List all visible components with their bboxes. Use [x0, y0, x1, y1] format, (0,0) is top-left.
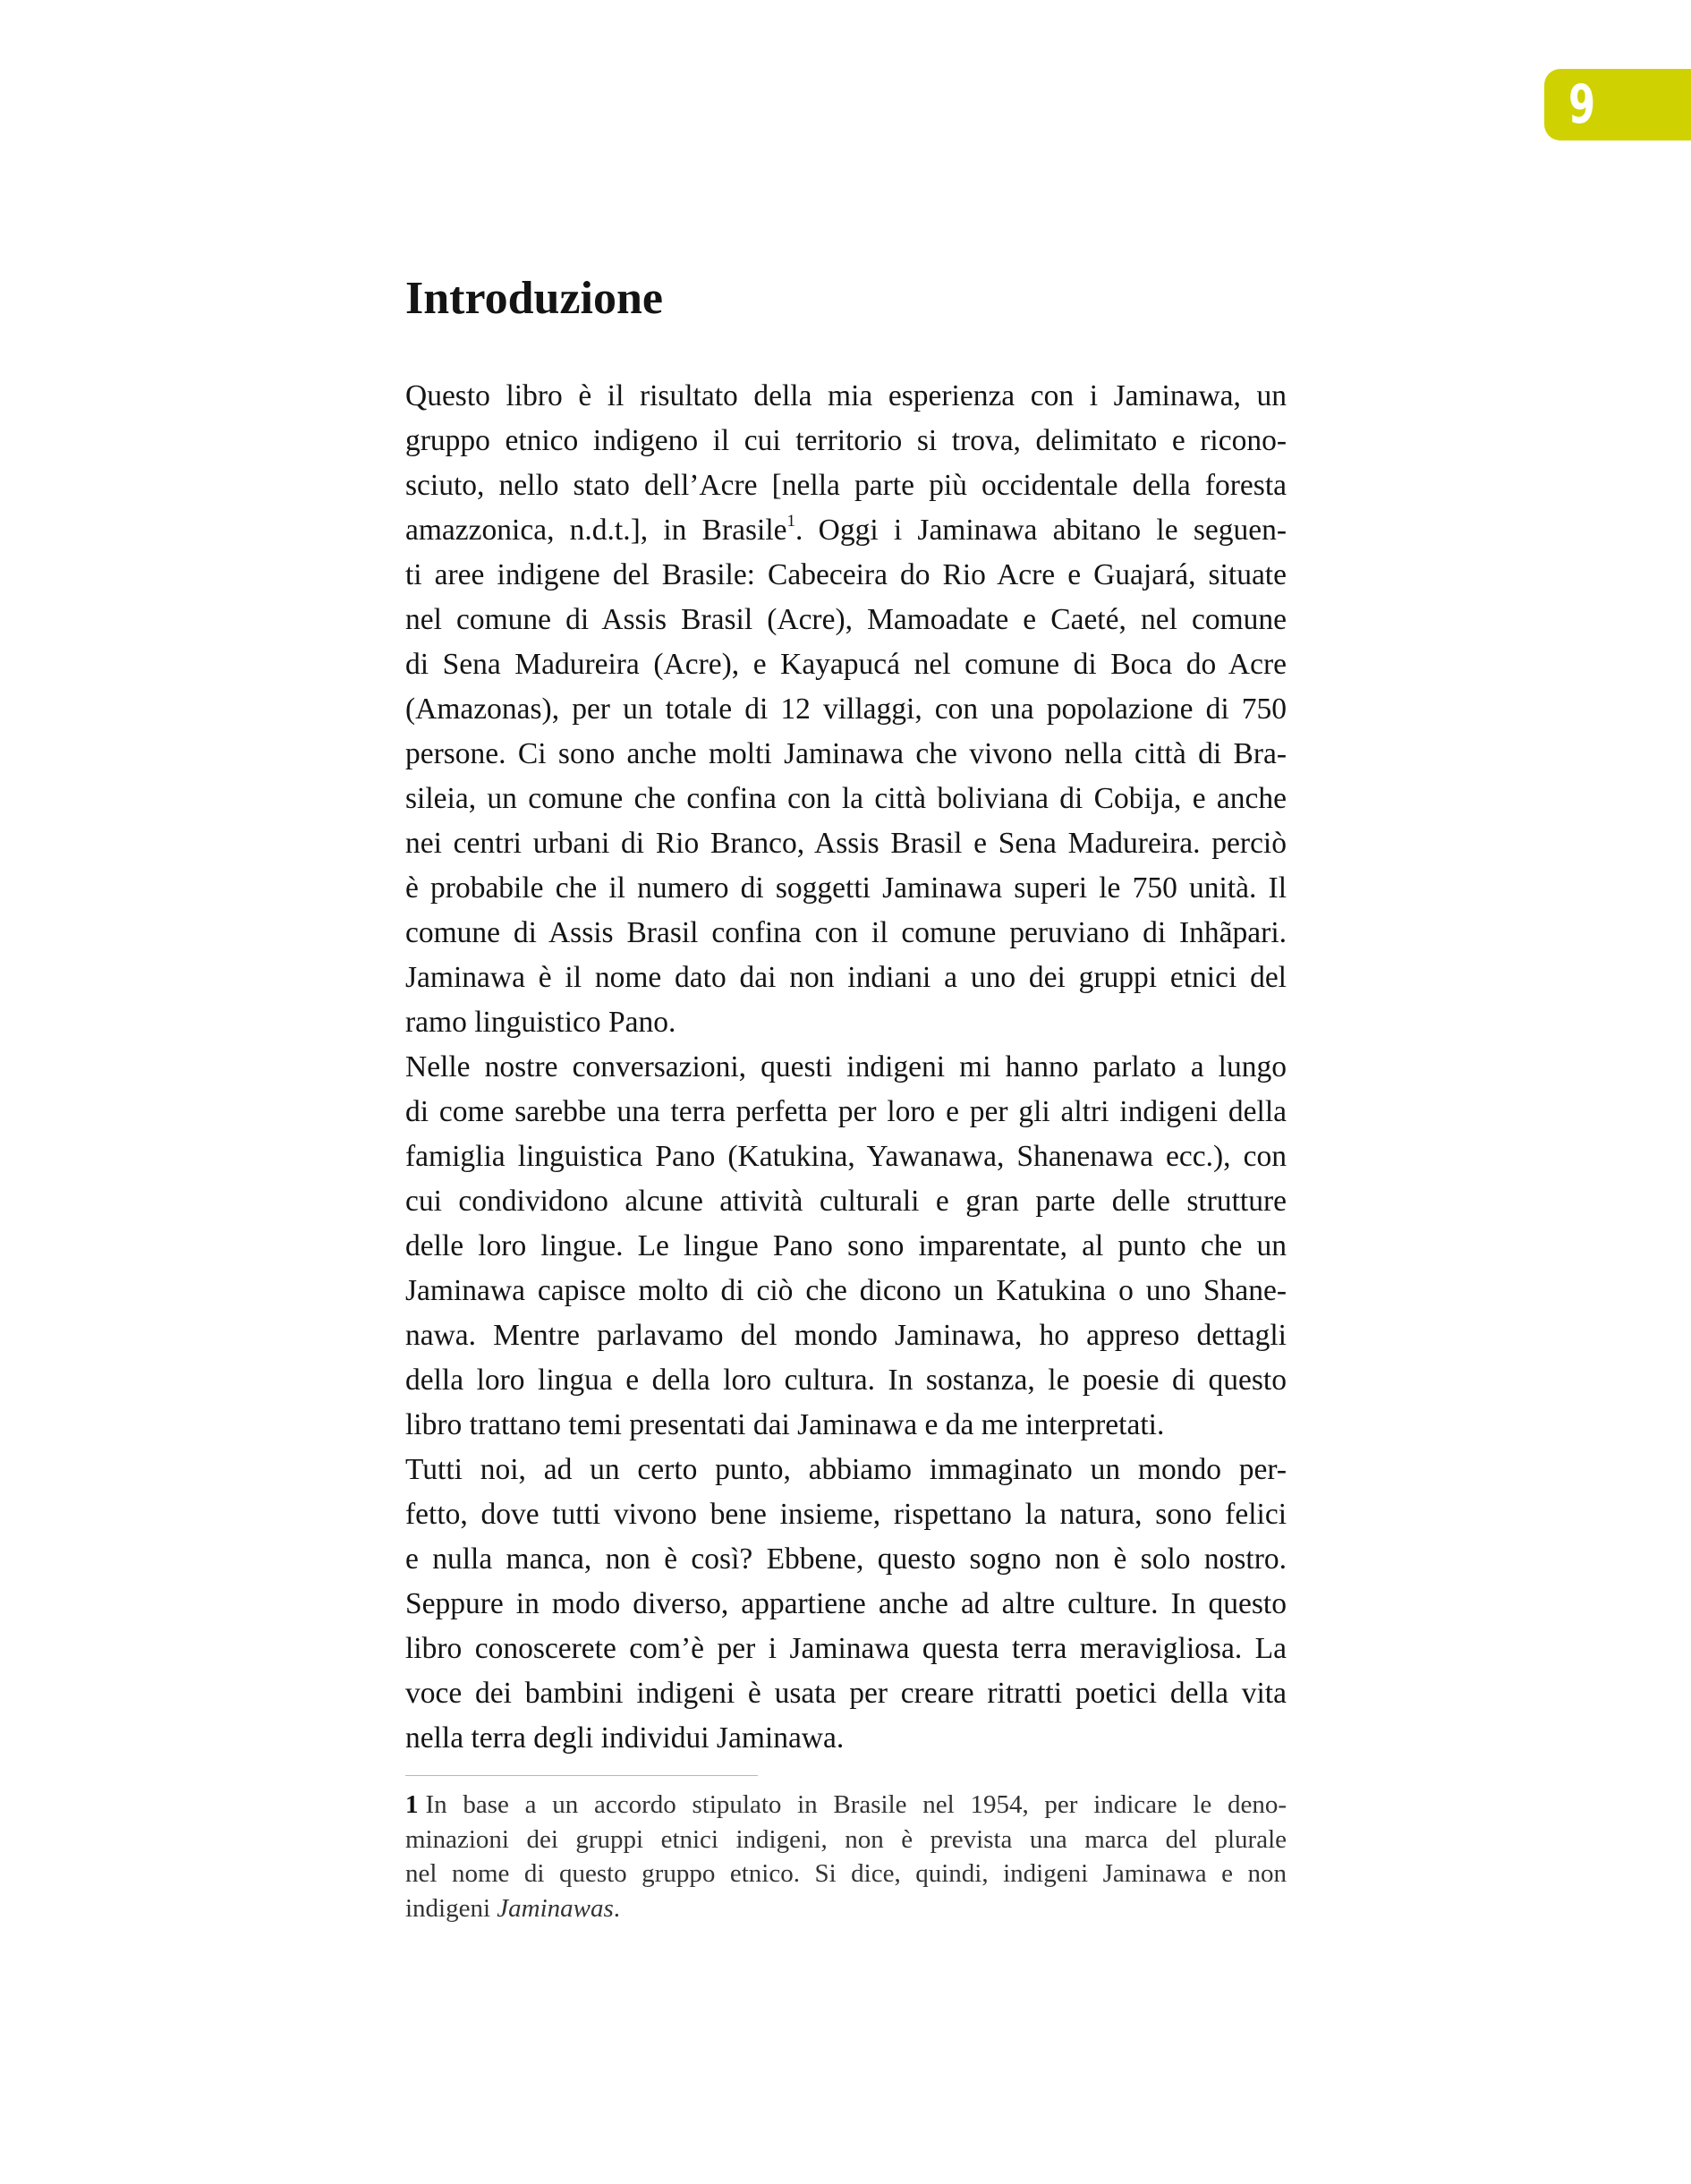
footnote-line: nel nome di questo gruppo etnico. Si dice, quindi, indigeni Jaminawa e non — [405, 1859, 1287, 1888]
body-line: ti aree indigene del Brasile: Cabeceira do Rio Acre e Guajará, situate — [405, 558, 1287, 591]
body-line: nawa. Mentre parlavamo del mondo Jaminawa, ho appreso dettagli — [405, 1319, 1287, 1352]
footnote-line — [405, 1788, 1287, 1823]
body-line: persone. Ci sono anche molti Jaminawa che vivono nella città di Bra- — [405, 737, 1287, 770]
footnote-reference[interactable]: 1 — [786, 512, 796, 531]
body-line: Tutti noi, ad un certo punto, abbiamo immaginato un mondo per- — [405, 1453, 1287, 1486]
page-number-tab — [1544, 69, 1691, 140]
body-line: ramo linguistico Pano. — [405, 1006, 676, 1039]
footnote-number: 1 — [405, 1790, 419, 1819]
body-line: e nulla manca, non è così? Ebbene, questo sogno non è solo nostro. — [405, 1542, 1287, 1576]
page-number: 9 — [1568, 73, 1596, 136]
body-line-part: . Oggi i Jaminawa abitano le seguen- — [795, 514, 1287, 547]
body-line: famiglia linguistica Pano (Katukina, Yawanawa, Shanenawa ecc.), con — [405, 1140, 1287, 1173]
body-line: Jaminawa capisce molto di ciò che dicono un Katukina o uno Shane- — [405, 1274, 1287, 1307]
body-line: libro conoscerete com’è per i Jaminawa questa terra meravigliosa. La — [405, 1632, 1287, 1665]
footnote-text: . — [613, 1893, 621, 1923]
body-line: (Amazonas), per un totale di 12 villaggi, con una popolazione di 750 — [405, 693, 1287, 726]
footnote-line: minazioni dei gruppi etnici indigeni, non è prevista una marca del plurale — [405, 1824, 1287, 1854]
body-line: Nelle nostre conversazioni, questi indigeni mi hanno parlato a lungo — [405, 1050, 1287, 1084]
body-line: delle loro lingue. Le lingue Pano sono imparentate, al punto che un — [405, 1229, 1287, 1262]
footnote-text: indigeni — [405, 1893, 497, 1923]
chapter-title: Introduzione — [405, 273, 663, 324]
body-line: di come sarebbe una terra perfetta per loro e per gli altri indigeni della — [405, 1095, 1287, 1128]
body-line-with-footnote-ref — [405, 508, 1287, 553]
footnote-italic-term: Jaminawas — [497, 1893, 614, 1923]
body-line: cui condividono alcune attività culturali e gran parte delle strutture — [405, 1185, 1287, 1218]
body-line: Jaminawa è il nome dato dai non indiani a uno dei gruppi etnici del — [405, 961, 1287, 994]
body-line: nel comune di Assis Brasil (Acre), Mamoadate e Caeté, nel comune — [405, 603, 1287, 636]
body-line: nella terra degli individui Jaminawa. — [405, 1721, 845, 1755]
body-line: fetto, dove tutti vivono bene insieme, rispettano la natura, sono felici — [405, 1498, 1287, 1531]
footnote-line — [405, 1891, 1287, 1926]
body-line: Seppure in modo diverso, appartiene anche ad altre culture. In questo — [405, 1587, 1287, 1620]
body-line: comune di Assis Brasil confina con il comune peruviano di Inhãpari. — [405, 916, 1287, 949]
body-line: è probabile che il numero di soggetti Jaminawa superi le 750 unità. Il — [405, 871, 1287, 905]
body-line: sciuto, nello stato dell’Acre [nella parte più occidentale della foresta — [405, 469, 1287, 502]
footnote — [405, 1788, 1287, 1925]
body-line: voce dei bambini indigeni è usata per creare ritratti poetici della vita — [405, 1677, 1287, 1710]
body-text — [405, 374, 1287, 1761]
body-line-part: amazzonica, n.d.t.], in Brasile — [405, 514, 787, 547]
footnote-divider — [405, 1775, 758, 1776]
footnote-text: In base a un accordo stipulato in Brasile nel 1954, per indicare le deno- — [425, 1790, 1287, 1819]
body-line: gruppo etnico indigeno il cui territorio si trova, delimitato e ricono- — [405, 424, 1287, 457]
body-line: sileia, un comune che confina con la città boliviana di Cobija, e anche — [405, 782, 1287, 815]
body-line: nei centri urbani di Rio Branco, Assis Brasil e Sena Madureira. perciò — [405, 827, 1287, 860]
body-line: Questo libro è il risultato della mia esperienza con i Jaminawa, un — [405, 379, 1287, 412]
body-line: di Sena Madureira (Acre), e Kayapucá nel comune di Boca do Acre — [405, 648, 1287, 681]
body-line: della loro lingua e della loro cultura. In sostanza, le poesie di questo — [405, 1364, 1287, 1397]
body-line: libro trattano temi presentati dai Jaminawa e da me interpretati. — [405, 1408, 1165, 1441]
